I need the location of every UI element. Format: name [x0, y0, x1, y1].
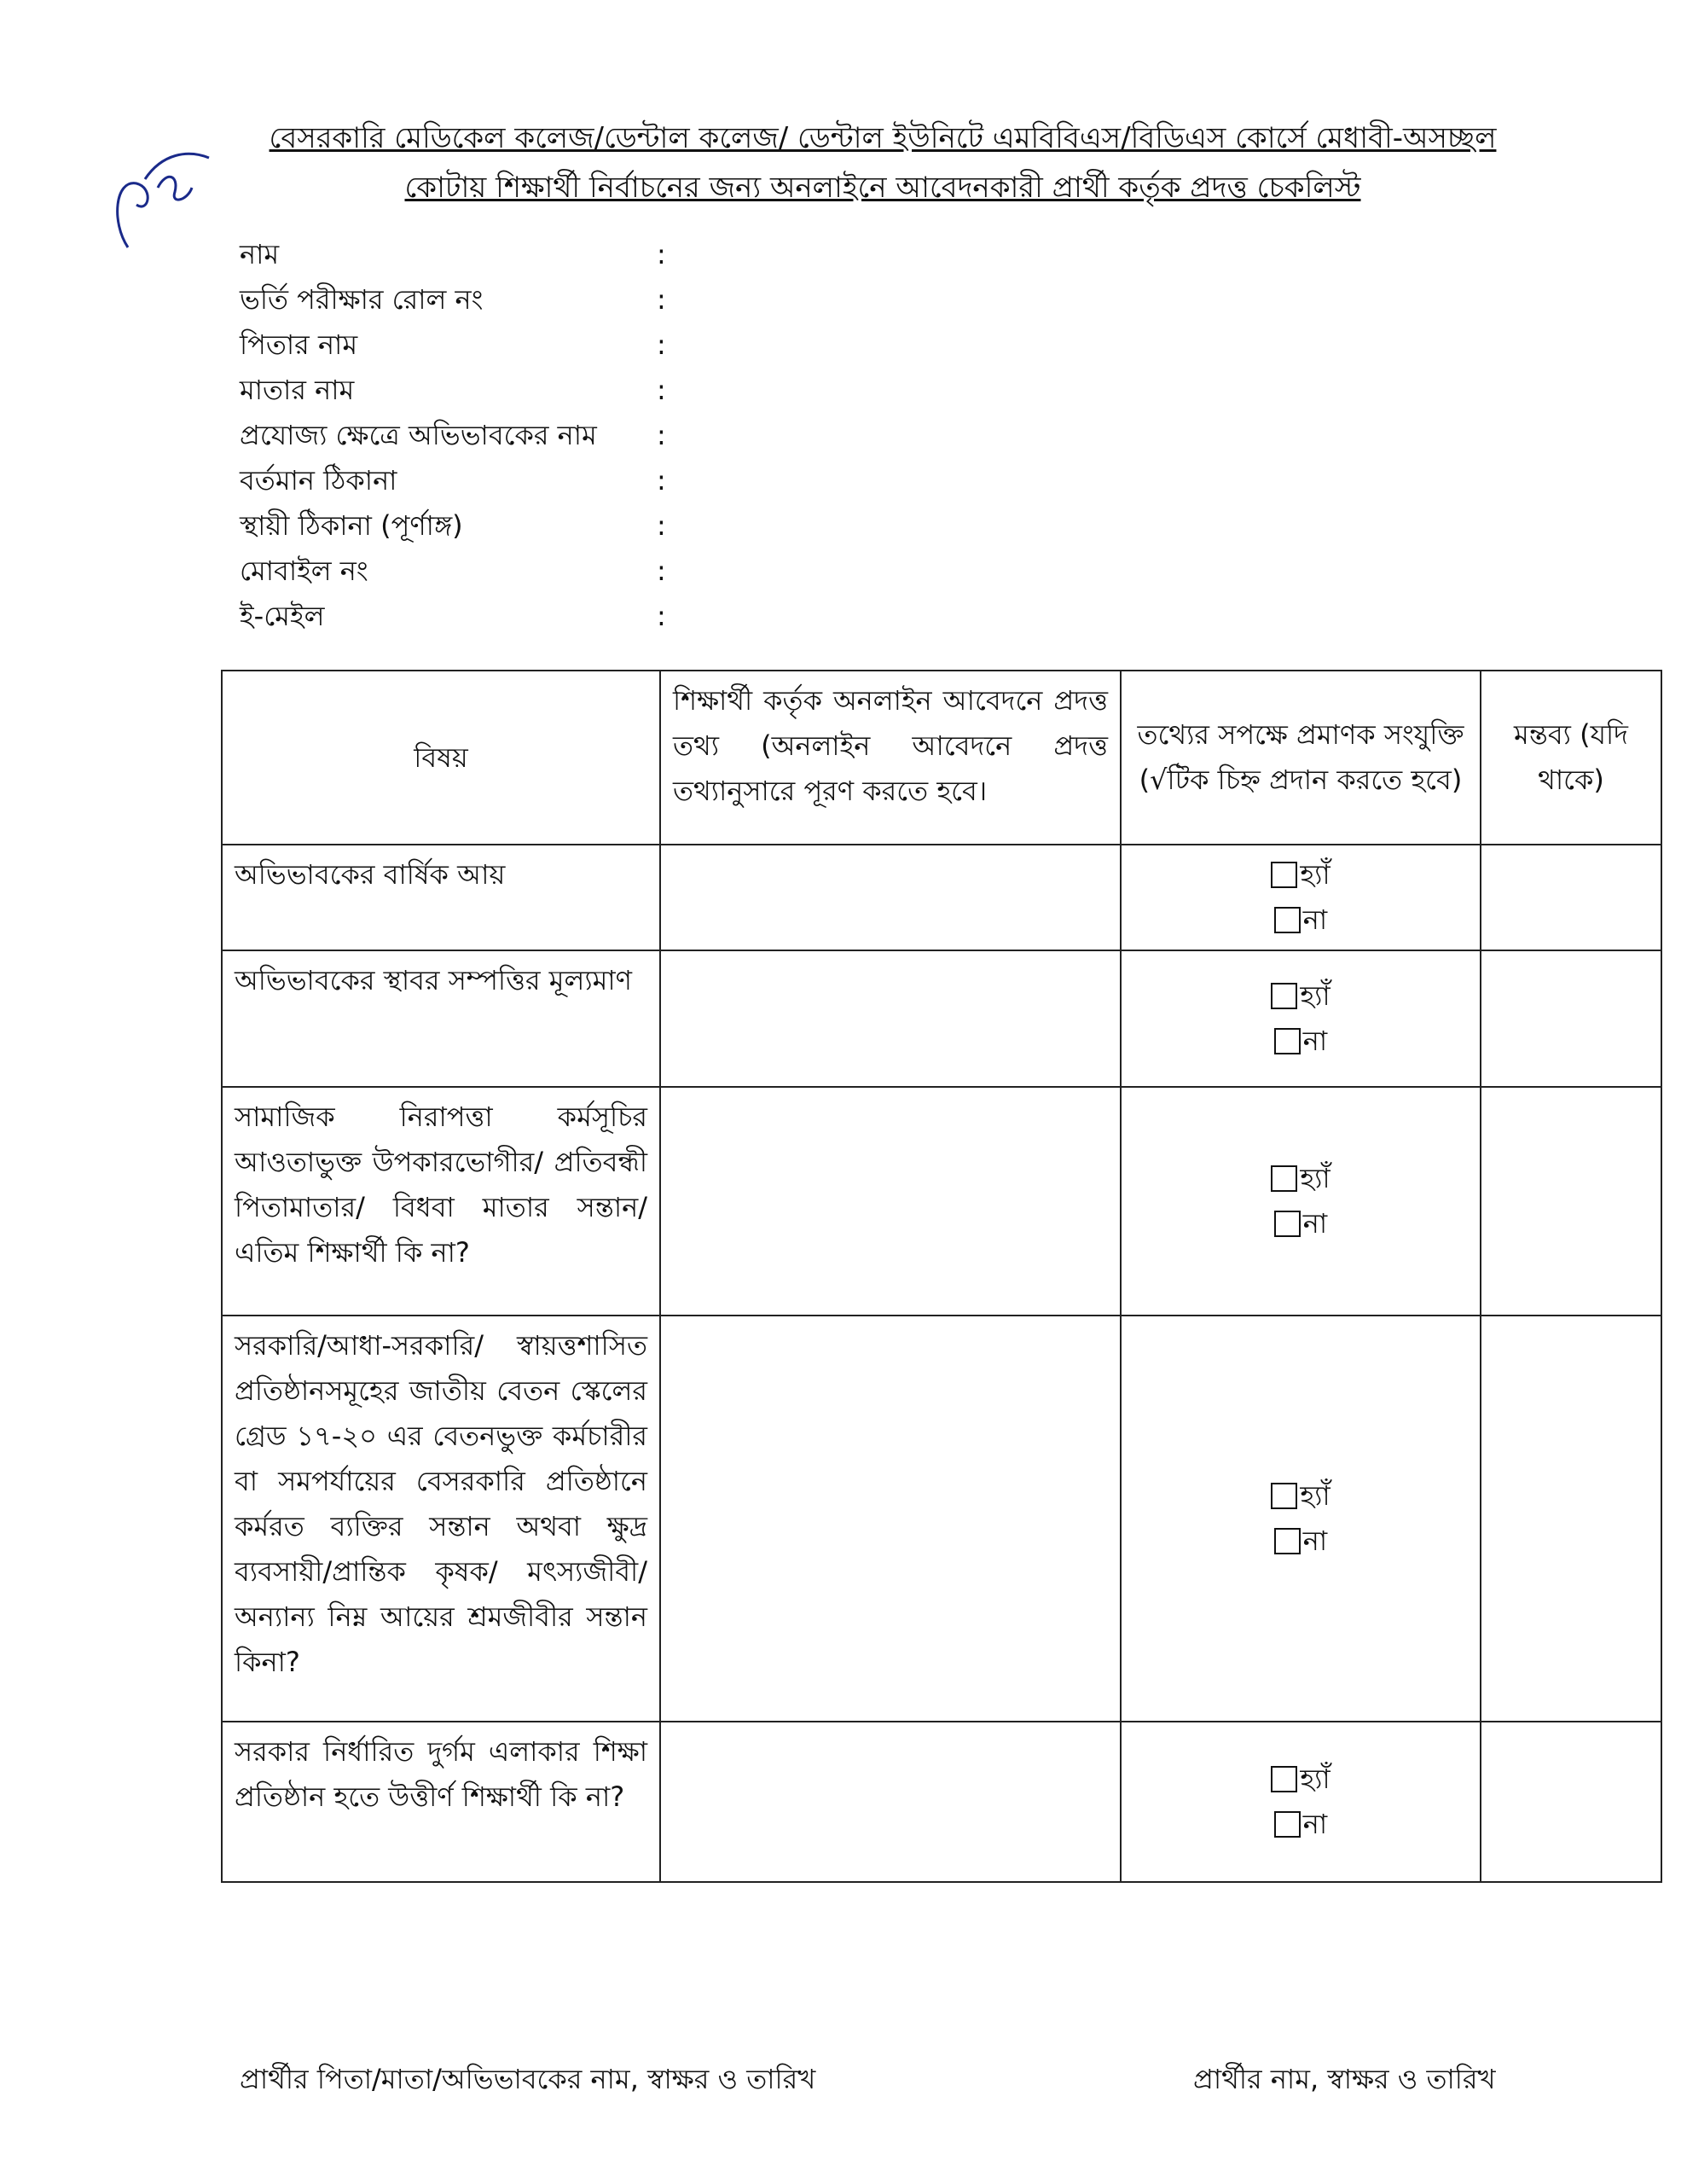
field-label: পিতার নাম: [240, 328, 358, 361]
field-colon: :: [657, 283, 666, 316]
provided-info-cell[interactable]: [660, 950, 1121, 1087]
field-colon: :: [657, 374, 666, 406]
field-label: স্থায়ী ঠিকানা (পূর্ণাঙ্গ): [240, 509, 463, 542]
evidence-cell: [1121, 1722, 1481, 1882]
yes-checkbox[interactable]: [1271, 1165, 1297, 1192]
field-colon: :: [657, 600, 666, 632]
yes-label: হ্যাঁ: [1300, 1763, 1330, 1795]
yes-label: হ্যাঁ: [1300, 1162, 1330, 1194]
row-subject: অভিভাবকের স্থাবর সম্পত্তির মূল্যমাণ: [222, 950, 660, 1087]
remarks-cell[interactable]: [1481, 1722, 1661, 1882]
field-colon: :: [657, 464, 666, 497]
title-line-2: কোটায় শিক্ষার্থী নির্বাচনের জন্য অনলাইনে আবেদনকারী প্রার্থী কর্তৃক প্রদত্ত চেকলিস্ট: [404, 171, 1361, 205]
evidence-cell: [1121, 1316, 1481, 1722]
provided-info-cell[interactable]: [660, 1722, 1121, 1882]
title-line-1: বেসরকারি মেডিকেল কলেজ/ডেন্টাল কলেজ/ ডেন্টাল ইউনিটে এমবিবিএস/বিডিএস কোর্সে মেধাবী-অসচ্ছল: [269, 121, 1497, 155]
provided-info-cell[interactable]: [660, 1316, 1121, 1722]
table-row: [222, 1087, 1661, 1316]
yes-label: হ্যাঁ: [1300, 979, 1330, 1012]
table-row: [222, 1316, 1661, 1722]
evidence-cell: [1121, 1087, 1481, 1316]
row-subject: অভিভাবকের বার্ষিক আয়: [222, 845, 660, 950]
field-label: প্রযোজ্য ক্ষেত্রে অভিভাবকের নাম: [240, 419, 597, 451]
row-subject: সরকারি/আধা-সরকারি/ স্বায়ত্তশাসিত প্রতিষ্ঠানসমূহের জাতীয় বেতন স্কেলের গ্রেড ১৭-২০ এর বেতনভুক্ত কর্মচারীর বা সমপর্যায়ের বেসরকারি প্রতিষ্ঠানে কর্মরত ব্যক্তির সন্তান অথবা ক্ষুদ্র ব্যবসায়ী/প্রান্তিক কৃষক/ মৎস্যজীবী/ অন্যান্য নিম্ন আয়ের শ্রমজীবীর সন্তান কিনা?: [222, 1316, 660, 1722]
provided-info-cell[interactable]: [660, 845, 1121, 950]
no-label: না: [1302, 1808, 1328, 1840]
header-subject: বিষয়: [222, 671, 660, 845]
yes-label: হ্যাঁ: [1300, 1479, 1330, 1512]
row-subject: সরকার নির্ধারিত দুর্গম এলাকার শিক্ষা প্রতিষ্ঠান হতে উত্তীর্ণ শিক্ষার্থী কি না?: [222, 1722, 660, 1882]
remarks-cell[interactable]: [1481, 845, 1661, 950]
yes-checkbox[interactable]: [1271, 862, 1297, 888]
checklist-table: [221, 670, 1662, 1883]
no-checkbox[interactable]: [1274, 1528, 1301, 1554]
field-colon: :: [657, 555, 666, 587]
field-label: বর্তমান ঠিকানা: [240, 464, 397, 497]
field-label: ভর্তি পরীক্ষার রোল নং: [240, 283, 484, 316]
field-label: মাতার নাম: [240, 374, 355, 406]
field-colon: :: [657, 328, 666, 361]
evidence-cell: [1121, 845, 1481, 950]
field-colon: :: [657, 419, 666, 451]
remarks-cell[interactable]: [1481, 950, 1661, 1087]
yes-checkbox[interactable]: [1271, 1766, 1297, 1792]
table-row: [222, 845, 1661, 950]
field-colon: :: [657, 509, 666, 542]
evidence-cell: [1121, 950, 1481, 1087]
handwritten-initial: [111, 145, 213, 256]
guardian-signature-label: প্রার্থীর পিতা/মাতা/অভিভাবকের নাম, স্বাক্ষর ও তারিখ: [240, 2063, 816, 2095]
remarks-cell[interactable]: [1481, 1316, 1661, 1722]
table-row: [222, 1722, 1661, 1882]
row-subject: সামাজিক নিরাপত্তা কর্মসূচির আওতাভুক্ত উপকারভোগীর/ প্রতিবন্ধী পিতামাতার/ বিধবা মাতার সন্তান/ এতিম শিক্ষার্থী কি না?: [222, 1087, 660, 1316]
no-checkbox[interactable]: [1274, 1211, 1301, 1237]
header-remarks: মন্তব্য (যদি থাকে): [1481, 671, 1661, 845]
no-checkbox[interactable]: [1274, 907, 1301, 933]
candidate-signature-label: প্রার্থীর নাম, স্বাক্ষর ও তারিখ: [1193, 2063, 1496, 2095]
no-label: না: [1302, 903, 1328, 936]
yes-checkbox[interactable]: [1271, 983, 1297, 1009]
field-label: নাম: [240, 238, 280, 270]
field-label: ই-মেইল: [240, 600, 325, 632]
header-provided-info: শিক্ষার্থী কর্তৃক অনলাইন আবেদনে প্রদত্ত তথ্য (অনলাইন আবেদনে প্রদত্ত তথ্যানুসারে পূরণ করতে হবে।: [660, 671, 1121, 845]
provided-info-cell[interactable]: [660, 1087, 1121, 1316]
yes-label: হ্যাঁ: [1300, 858, 1330, 891]
field-colon: :: [657, 238, 666, 270]
header-evidence: তথ্যের সপক্ষে প্রমাণক সংযুক্তি (√টিক চিহ্ন প্রদান করতে হবে): [1121, 671, 1481, 845]
yes-checkbox[interactable]: [1271, 1483, 1297, 1509]
no-label: না: [1302, 1025, 1328, 1057]
remarks-cell[interactable]: [1481, 1087, 1661, 1316]
table-row: [222, 950, 1661, 1087]
field-label: মোবাইল নং: [240, 555, 368, 587]
no-checkbox[interactable]: [1274, 1811, 1301, 1838]
no-label: না: [1302, 1525, 1328, 1557]
no-checkbox[interactable]: [1274, 1028, 1301, 1054]
no-label: না: [1302, 1207, 1328, 1240]
